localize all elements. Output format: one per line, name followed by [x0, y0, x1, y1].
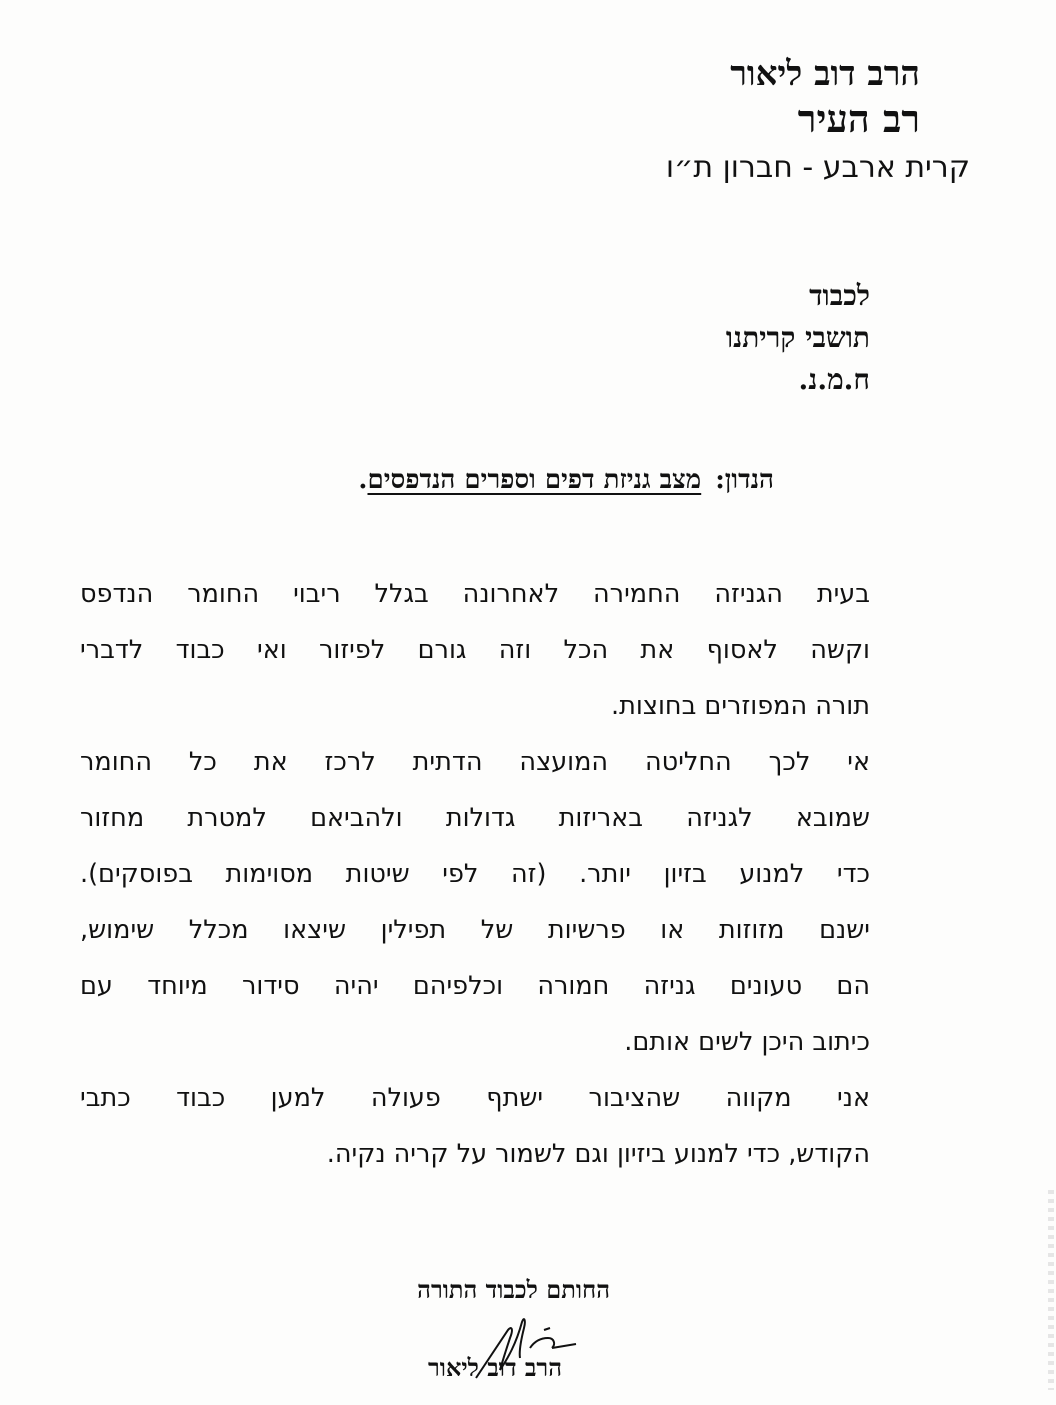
scan-edge-mark	[1048, 1190, 1054, 1390]
letterhead-name: הרב דוב ליאור	[730, 54, 920, 94]
recipient-greeting: ח.מ.נ.	[798, 363, 870, 396]
body-line: כיתוב היכן לשים אותם.	[624, 1027, 870, 1057]
body-line: תורה המפוזרים בחוצות.	[611, 691, 870, 721]
body-line: וקשה לאסוף את הכל וזה גורם לפיזור ואי כבוד לדברי	[80, 635, 870, 665]
subject-label: הנדון:	[715, 465, 774, 495]
letterhead	[666, 52, 970, 190]
body-line: ישנם מזוזות או פרשיות של תפילין שיצאו מכלל שימוש,	[80, 915, 870, 945]
body-line: הקודש, כדי למנוע ביזיון וגם לשמור על קריה נקיה.	[326, 1139, 870, 1169]
letterhead-title: רב העיר	[797, 96, 920, 141]
subject-topic: מצב גניזת דפים וספרים הנדפסים	[367, 465, 702, 495]
recipient-addressee: תושבי קריתנו	[725, 321, 870, 354]
closing-phrase: החותם לכבוד התורה	[417, 1275, 610, 1304]
body-line: בעית הגניזה החמירה לאחרונה בגלל ריבוי החומר הנדפס	[80, 579, 870, 609]
body-line: אי לכך החליטה המועצה הדתית לרכז את כל החומר	[80, 747, 870, 777]
subject-period: .	[358, 465, 368, 495]
recipient-block	[726, 275, 870, 401]
signer-name: הרב דוב ליאור	[428, 1353, 562, 1382]
body-line: אני מקווה שהציבור ישתף פעולה למען כבוד כתבי	[80, 1083, 870, 1113]
body-line: כדי למנוע בזיון יותר. (זה לפי שיטות מסוימות בפוסקים).	[80, 859, 870, 889]
body-line: שמובא לגניזה באריזות גדולות ולהביאם למטרת מחזור	[80, 803, 870, 833]
letterhead-city: קרית ארבע - חברון ת״ו	[665, 150, 970, 185]
body-line: הם טעונים גניזה חמורה וכלפיהם יהיה סידור מיוחד עם	[80, 971, 870, 1001]
subject-line	[358, 462, 774, 498]
letter-body	[80, 566, 870, 1182]
recipient-salutation: לכבוד	[809, 279, 870, 312]
